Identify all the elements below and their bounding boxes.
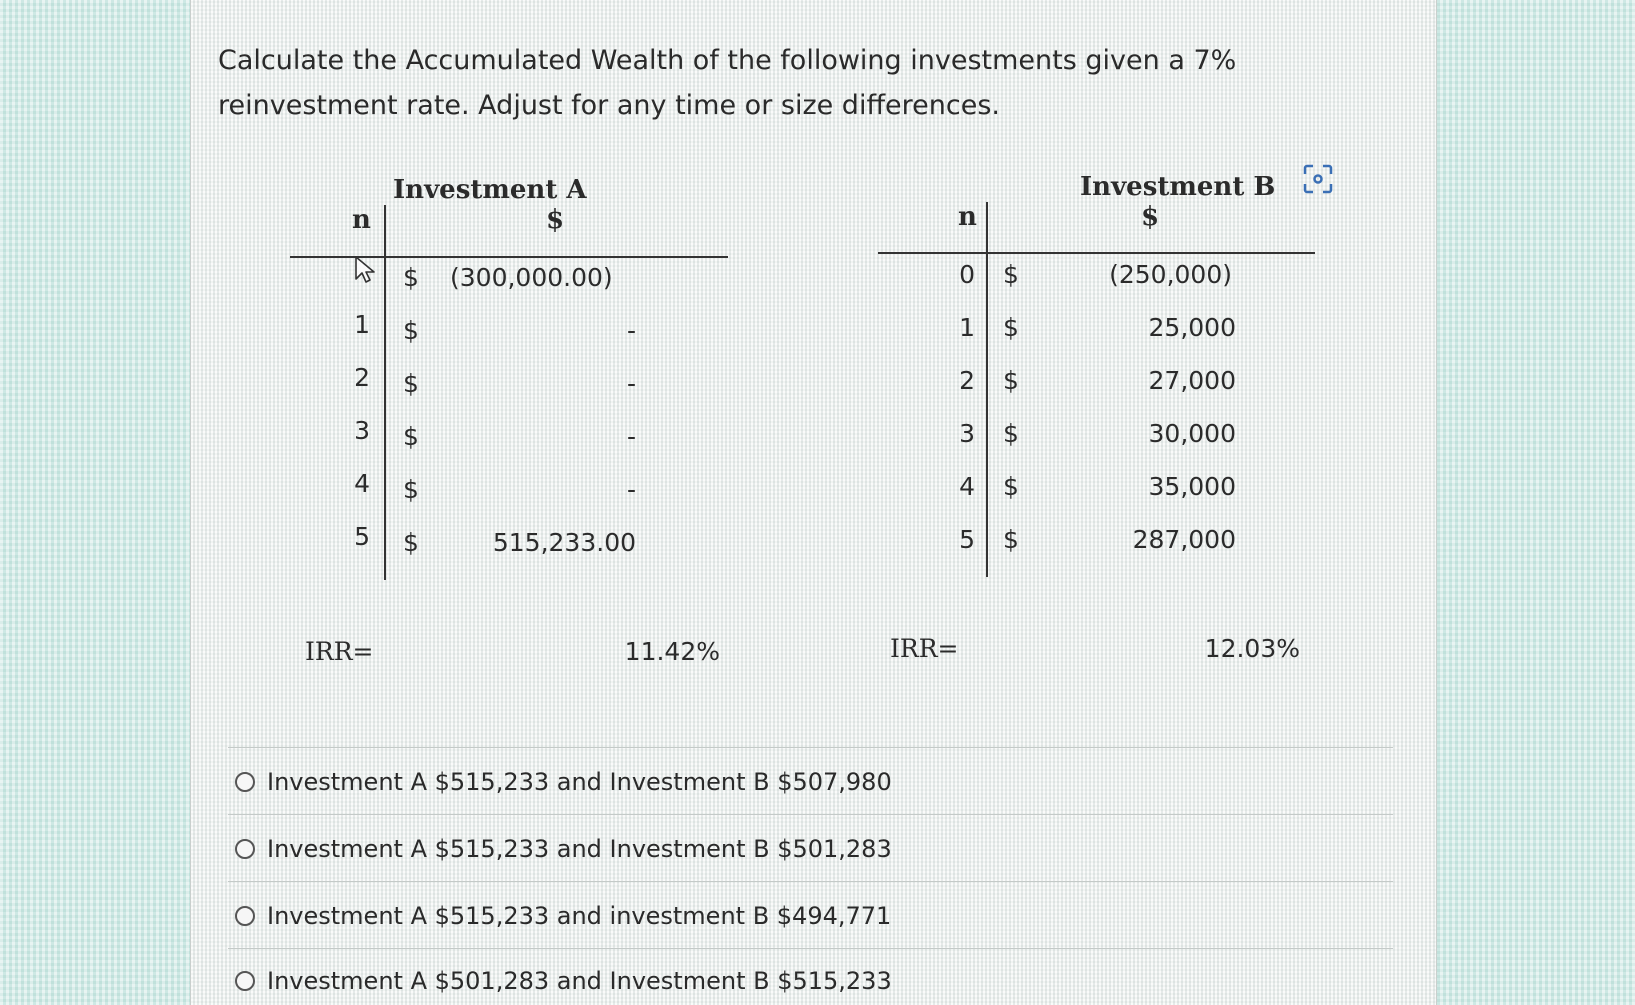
answer-option-1[interactable] [235,762,892,802]
investment-b-sign-0: $ [1003,260,1019,289]
investment-b-value-0: (250,000) [1109,260,1232,289]
investment-b-irr-label: IRR= [890,634,959,663]
investment-a-sign-3: $ [403,422,419,451]
investment-a-irr-label: IRR= [305,637,374,666]
option-separator [228,948,1393,949]
investment-b-sign-1: $ [1003,313,1019,342]
option-separator [228,881,1393,882]
answer-option-4[interactable] [235,961,892,1001]
investment-a-value-0: (300,000.00) [450,263,613,292]
investment-b-sign-4: $ [1003,472,1019,501]
investment-b-title: Investment B [1080,172,1276,202]
investment-a-value-1: - [626,316,636,345]
investment-b-sign-5: $ [1003,525,1019,554]
answer-option-2[interactable] [235,829,892,869]
investment-b-value-2: 27,000 [1148,366,1236,395]
investment-b-n-2: 2 [959,366,975,395]
investment-b-value-3: 30,000 [1148,419,1236,448]
answer-option-label: Investment A $515,233 and Investment B $507,980 [267,768,892,796]
investment-b-irr-value: 12.03% [1204,634,1300,663]
option-separator [228,814,1393,815]
investment-a-col-n: n [352,205,371,235]
answer-option-label: Investment A $501,283 and Investment B $515,233 [267,967,892,995]
investment-b-value-4: 35,000 [1148,472,1236,501]
investment-b-n-1: 1 [959,313,975,342]
answer-option-label: Investment A $515,233 and investment B $494,771 [267,902,892,930]
investment-a-n-4: 4 [354,469,370,498]
investment-b-sign-3: $ [1003,419,1019,448]
investment-a-sign-0: $ [403,263,419,292]
investment-a-sign-5: $ [403,528,419,557]
investment-a-sign-2: $ [403,369,419,398]
investment-a-value-5: 515,233.00 [492,528,636,557]
investment-a-n-1: 1 [354,310,370,339]
investment-b-n-3: 3 [959,419,975,448]
investment-a-n-5: 5 [354,522,370,551]
option-separator [228,747,1393,748]
investment-a-col-dollar: $ [546,205,565,235]
radio-button[interactable] [235,772,255,792]
focus-icon[interactable] [1302,163,1334,195]
investment-a-column-rule [384,205,386,580]
investment-a-irr-value: 11.42% [624,637,720,666]
investment-a-sign-4: $ [403,475,419,504]
investment-a-title: Investment A [393,175,587,205]
investment-b-col-n: n [958,202,977,232]
investment-a-n-2: 2 [354,363,370,392]
investment-b-col-dollar: $ [1141,202,1160,232]
investment-b-n-5: 5 [959,525,975,554]
radio-button[interactable] [235,839,255,859]
investment-b-column-rule [986,202,988,577]
investment-b-n-0: 0 [959,260,975,289]
investment-b-header-rule [878,252,1315,254]
radio-button[interactable] [235,906,255,926]
investment-a-value-4: - [626,475,636,504]
mouse-pointer-icon [354,255,376,285]
radio-button[interactable] [235,971,255,991]
investment-b-value-1: 25,000 [1148,313,1236,342]
answer-option-3[interactable] [235,896,891,936]
investment-b-sign-2: $ [1003,366,1019,395]
investment-a-sign-1: $ [403,316,419,345]
investment-b-n-4: 4 [959,472,975,501]
investment-a-value-2: - [626,369,636,398]
investment-a-value-3: - [626,422,636,451]
question-text: Calculate the Accumulated Wealth of the following investments given a 7% reinvestment rate. Adjust for any time or size differences. [218,45,1237,121]
investment-a-n-3: 3 [354,416,370,445]
answer-option-label: Investment A $515,233 and Investment B $501,283 [267,835,892,863]
investment-b-value-5: 287,000 [1132,525,1236,554]
